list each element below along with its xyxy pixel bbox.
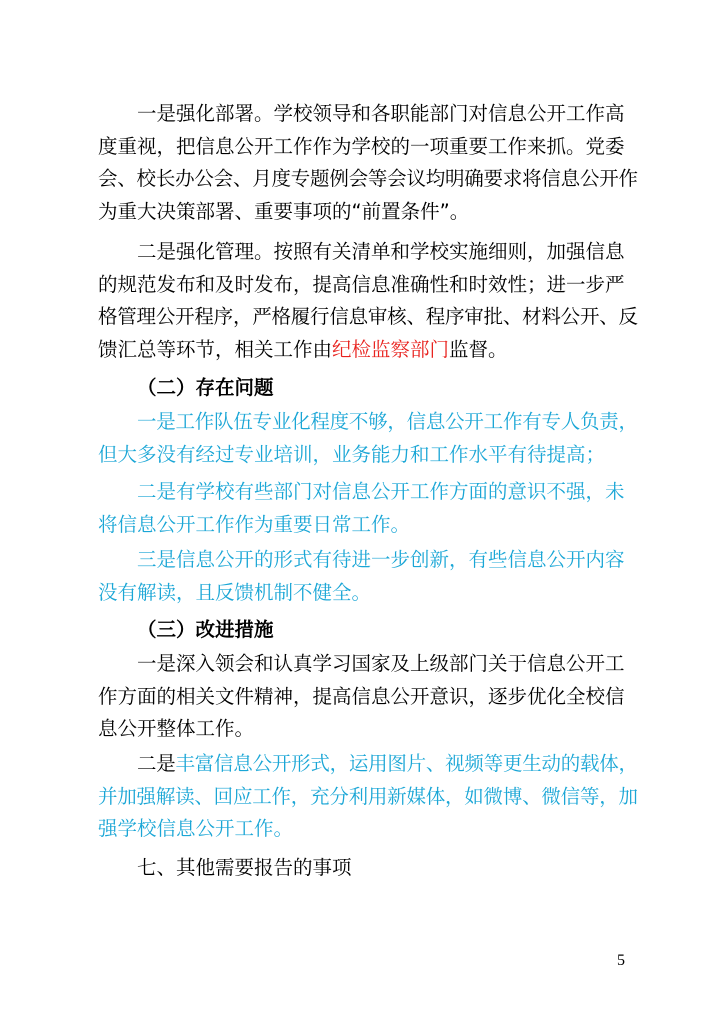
text-line: 二是强化管理。按照有关清单和学校实施细则，加强信息 (137, 240, 625, 263)
text-line: 三是信息公开的形式有待进一步创新，有些信息公开内容 (137, 548, 625, 571)
paragraph-problem-three (98, 544, 638, 609)
text-line: 格管理公开程序，严格履行信息审核、程序审批、材料公开、反 (98, 305, 638, 329)
text-line: 一是强化部署。学校领导和各职能部门对信息公开工作高 (137, 102, 625, 125)
paragraph-deployment (98, 98, 638, 229)
text-line (98, 748, 638, 781)
paragraph-improvement-two (98, 748, 638, 846)
page-number: 5 (617, 952, 625, 969)
text-line: 没有解读，且反馈机制不健全。 (98, 580, 372, 604)
text-segment: 馈汇总等环节，相关工作由 (98, 338, 333, 362)
highlight-red-text: 纪检监察部门 (332, 338, 450, 362)
text-line: 并加强解读、回应工作，充分利用新媒体，如微博、微信等，加 (98, 784, 638, 808)
text-line: 一是工作队伍专业化程度不够，信息公开工作有专人负责， (137, 410, 638, 433)
text-line: 强学校信息公开工作。 (98, 817, 294, 841)
text-line: 将信息公开工作作为重要日常工作。 (98, 512, 411, 536)
text-line (98, 334, 638, 367)
text-line: 的规范发布和及时发布，提高信息准确性和时效性；进一步严 (98, 272, 625, 296)
text-segment: 监督。 (449, 338, 508, 362)
heading-problems: （二）存在问题 (137, 376, 274, 399)
text-line: 二是有学校有些部门对信息公开工作方面的意识不强，未 (137, 480, 625, 503)
section-title-other-matters: 七、其他需要报告的事项 (137, 856, 352, 879)
paragraph-problem-two (98, 476, 638, 541)
text-line: 一是深入领会和认真学习国家及上级部门关于信息公开工 (137, 652, 625, 675)
text-line: 会、校长办公会、月度专题例会等会议均明确要求将信息公开作 (98, 167, 638, 191)
text-line: 度重视，把信息公开工作作为学校的一项重要工作来抓。党委 (98, 134, 625, 158)
paragraph-management (98, 236, 638, 367)
text-line: 作方面的相关文件精神，提高信息公开意识，逐步优化全校信 (98, 684, 625, 708)
paragraph-problem-one (98, 406, 638, 471)
heading-improvements: （三）改进措施 (137, 618, 274, 641)
text-segment: 二是 (137, 752, 176, 775)
text-line: 息公开整体工作。 (98, 717, 255, 741)
text-line: 为重大决策部署、重要事项的“前置条件”。 (98, 200, 470, 224)
highlight-blue-text: 丰富信息公开形式，运用图片、视频等更生动的载体， (175, 752, 638, 775)
text-line: 但大多没有经过专业培训，业务能力和工作水平有待提高； (98, 442, 606, 466)
paragraph-improvement-one (98, 648, 638, 746)
